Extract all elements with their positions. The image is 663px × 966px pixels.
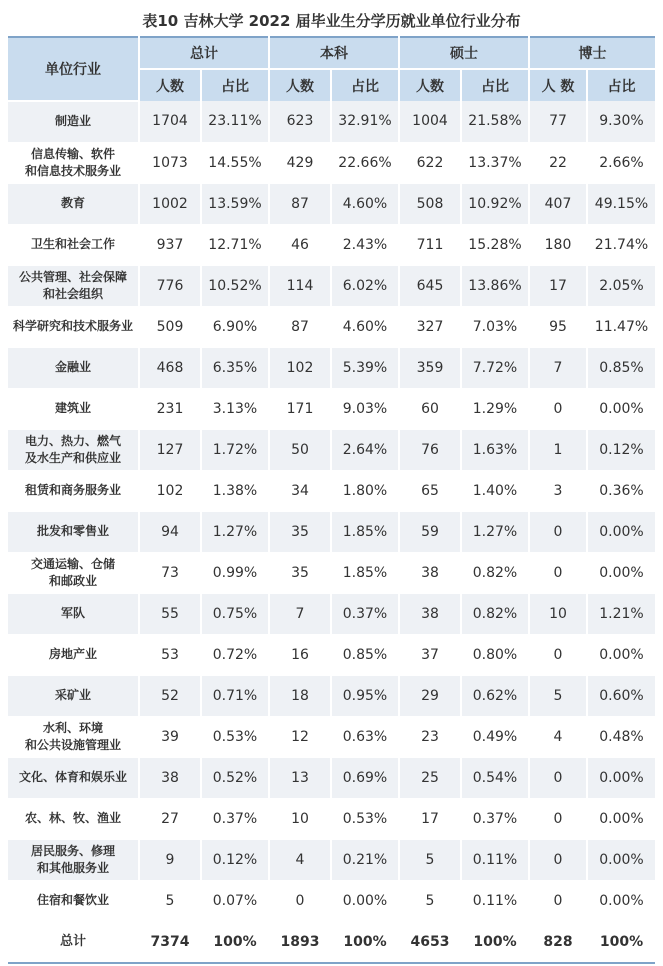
count-cell: 50 bbox=[269, 429, 331, 470]
count-cell: 102 bbox=[139, 470, 201, 511]
ratio-cell: 0.37% bbox=[461, 798, 529, 839]
ratio-cell: 100% bbox=[201, 921, 269, 962]
ratio-cell: 0.80% bbox=[461, 634, 529, 675]
table-row bbox=[8, 716, 655, 757]
table-row bbox=[8, 388, 655, 429]
count-cell: 102 bbox=[269, 347, 331, 388]
ratio-cell: 6.02% bbox=[331, 265, 399, 306]
count-cell: 5 bbox=[399, 839, 461, 880]
industry-name-line: 总计 bbox=[59, 934, 86, 949]
ratio-cell: 13.86% bbox=[461, 265, 529, 306]
count-cell: 52 bbox=[139, 675, 201, 716]
header-group-doctor: 博士 bbox=[529, 37, 655, 69]
table-body bbox=[8, 101, 655, 962]
count-cell: 38 bbox=[139, 757, 201, 798]
industry-name bbox=[8, 675, 139, 716]
count-cell: 16 bbox=[269, 634, 331, 675]
header-sub-ratio: 占比 bbox=[331, 69, 399, 101]
count-cell: 23 bbox=[399, 716, 461, 757]
ratio-cell: 0.85% bbox=[587, 347, 655, 388]
industry-name-line: 房地产业 bbox=[48, 647, 97, 661]
count-cell: 34 bbox=[269, 470, 331, 511]
ratio-cell: 1.85% bbox=[331, 511, 399, 552]
ratio-cell: 0.00% bbox=[587, 798, 655, 839]
ratio-cell: 0.00% bbox=[331, 880, 399, 921]
header-sub-ratio: 占比 bbox=[201, 69, 269, 101]
count-cell: 468 bbox=[139, 347, 201, 388]
count-cell: 171 bbox=[269, 388, 331, 429]
table-row bbox=[8, 798, 655, 839]
count-cell: 622 bbox=[399, 142, 461, 183]
ratio-cell: 1.40% bbox=[461, 470, 529, 511]
industry-name bbox=[8, 716, 139, 757]
count-cell: 55 bbox=[139, 593, 201, 634]
table-row bbox=[8, 511, 655, 552]
ratio-cell: 0.00% bbox=[587, 511, 655, 552]
count-cell: 53 bbox=[139, 634, 201, 675]
ratio-cell: 100% bbox=[331, 921, 399, 962]
table-bottom-rule bbox=[8, 962, 655, 964]
header-sub-count: 人数 bbox=[269, 69, 331, 101]
count-cell: 0 bbox=[529, 552, 587, 593]
industry-name bbox=[8, 388, 139, 429]
count-cell: 35 bbox=[269, 511, 331, 552]
header-group-total: 总计 bbox=[139, 37, 269, 69]
ratio-cell: 1.72% bbox=[201, 429, 269, 470]
ratio-cell: 0.82% bbox=[461, 593, 529, 634]
ratio-cell: 1.85% bbox=[331, 552, 399, 593]
industry-name bbox=[8, 470, 139, 511]
ratio-cell: 0.21% bbox=[331, 839, 399, 880]
ratio-cell: 100% bbox=[587, 921, 655, 962]
count-cell: 180 bbox=[529, 224, 587, 265]
ratio-cell: 0.36% bbox=[587, 470, 655, 511]
count-cell: 76 bbox=[399, 429, 461, 470]
ratio-cell: 14.55% bbox=[201, 142, 269, 183]
header-sub-count: 人数 bbox=[139, 69, 201, 101]
table-row bbox=[8, 593, 655, 634]
count-cell: 87 bbox=[269, 306, 331, 347]
industry-name-line: 金融业 bbox=[54, 360, 91, 374]
count-cell: 776 bbox=[139, 265, 201, 306]
industry-name bbox=[8, 265, 139, 306]
count-cell: 0 bbox=[529, 880, 587, 921]
industry-name-line: 军队 bbox=[60, 606, 85, 620]
count-cell: 7 bbox=[269, 593, 331, 634]
table-row bbox=[8, 101, 655, 142]
ratio-cell: 23.11% bbox=[201, 101, 269, 142]
ratio-cell: 0.37% bbox=[201, 798, 269, 839]
industry-name-line: 信息传输、软件 bbox=[30, 146, 115, 161]
count-cell: 65 bbox=[399, 470, 461, 511]
count-cell: 0 bbox=[529, 798, 587, 839]
ratio-cell: 0.82% bbox=[461, 552, 529, 593]
count-cell: 231 bbox=[139, 388, 201, 429]
count-cell: 5 bbox=[399, 880, 461, 921]
ratio-cell: 6.90% bbox=[201, 306, 269, 347]
industry-name-line: 居民服务、修理 bbox=[30, 843, 115, 858]
count-cell: 114 bbox=[269, 265, 331, 306]
count-cell: 35 bbox=[269, 552, 331, 593]
industry-name-line: 电力、热力、燃气 bbox=[24, 433, 121, 448]
industry-name-line: 教育 bbox=[60, 196, 85, 210]
count-cell: 0 bbox=[529, 634, 587, 675]
count-cell: 0 bbox=[529, 511, 587, 552]
ratio-cell: 10.52% bbox=[201, 265, 269, 306]
header-group-undergrad: 本科 bbox=[269, 37, 399, 69]
count-cell: 7374 bbox=[139, 921, 201, 962]
count-cell: 407 bbox=[529, 183, 587, 224]
industry-name bbox=[8, 798, 139, 839]
industry-name-line: 和社会组织 bbox=[42, 286, 103, 301]
count-cell: 38 bbox=[399, 552, 461, 593]
ratio-cell: 0.60% bbox=[587, 675, 655, 716]
industry-distribution-table bbox=[8, 36, 655, 963]
count-cell: 73 bbox=[139, 552, 201, 593]
count-cell: 508 bbox=[399, 183, 461, 224]
industry-name bbox=[8, 429, 139, 470]
ratio-cell: 0.11% bbox=[461, 839, 529, 880]
ratio-cell: 7.72% bbox=[461, 347, 529, 388]
ratio-cell: 49.15% bbox=[587, 183, 655, 224]
ratio-cell: 4.60% bbox=[331, 183, 399, 224]
ratio-cell: 13.37% bbox=[461, 142, 529, 183]
industry-name-line: 文化、体育和娱乐业 bbox=[18, 770, 127, 784]
count-cell: 0 bbox=[529, 388, 587, 429]
count-cell: 10 bbox=[269, 798, 331, 839]
ratio-cell: 0.12% bbox=[587, 429, 655, 470]
table-row bbox=[8, 634, 655, 675]
industry-name bbox=[8, 142, 139, 183]
industry-name-line: 卫生和社会工作 bbox=[30, 237, 115, 251]
count-cell: 0 bbox=[529, 757, 587, 798]
ratio-cell: 13.59% bbox=[201, 183, 269, 224]
industry-name-line: 和邮政业 bbox=[48, 573, 97, 588]
count-cell: 9 bbox=[139, 839, 201, 880]
ratio-cell: 0.72% bbox=[201, 634, 269, 675]
header-sub-count: 人 数 bbox=[529, 69, 587, 101]
industry-name-line: 及水生产和供应业 bbox=[24, 450, 121, 465]
table-row bbox=[8, 880, 655, 921]
ratio-cell: 1.63% bbox=[461, 429, 529, 470]
ratio-cell: 2.64% bbox=[331, 429, 399, 470]
count-cell: 13 bbox=[269, 757, 331, 798]
count-cell: 60 bbox=[399, 388, 461, 429]
ratio-cell: 0.37% bbox=[331, 593, 399, 634]
ratio-cell: 0.00% bbox=[587, 552, 655, 593]
ratio-cell: 0.11% bbox=[461, 880, 529, 921]
ratio-cell: 4.60% bbox=[331, 306, 399, 347]
table-row bbox=[8, 839, 655, 880]
ratio-cell: 21.74% bbox=[587, 224, 655, 265]
ratio-cell: 0.99% bbox=[201, 552, 269, 593]
industry-name-line: 批发和零售业 bbox=[36, 524, 109, 538]
ratio-cell: 11.47% bbox=[587, 306, 655, 347]
count-cell: 17 bbox=[399, 798, 461, 839]
ratio-cell: 1.29% bbox=[461, 388, 529, 429]
ratio-cell: 0.49% bbox=[461, 716, 529, 757]
industry-name bbox=[8, 921, 139, 962]
count-cell: 37 bbox=[399, 634, 461, 675]
header-sub-ratio: 占比 bbox=[461, 69, 529, 101]
header-sub-count: 人数 bbox=[399, 69, 461, 101]
count-cell: 1002 bbox=[139, 183, 201, 224]
industry-name-line: 和公共设施管理业 bbox=[24, 737, 121, 752]
ratio-cell: 0.95% bbox=[331, 675, 399, 716]
table-row bbox=[8, 470, 655, 511]
ratio-cell: 0.75% bbox=[201, 593, 269, 634]
count-cell: 711 bbox=[399, 224, 461, 265]
industry-name bbox=[8, 224, 139, 265]
count-cell: 77 bbox=[529, 101, 587, 142]
count-cell: 38 bbox=[399, 593, 461, 634]
count-cell: 4653 bbox=[399, 921, 461, 962]
ratio-cell: 0.71% bbox=[201, 675, 269, 716]
ratio-cell: 0.00% bbox=[587, 839, 655, 880]
ratio-cell: 1.21% bbox=[587, 593, 655, 634]
table-row bbox=[8, 306, 655, 347]
industry-name bbox=[8, 593, 139, 634]
count-cell: 87 bbox=[269, 183, 331, 224]
count-cell: 1704 bbox=[139, 101, 201, 142]
header-category: 单位行业 bbox=[8, 37, 139, 101]
ratio-cell: 9.03% bbox=[331, 388, 399, 429]
table-row bbox=[8, 183, 655, 224]
count-cell: 1073 bbox=[139, 142, 201, 183]
count-cell: 95 bbox=[529, 306, 587, 347]
count-cell: 1 bbox=[529, 429, 587, 470]
count-cell: 3 bbox=[529, 470, 587, 511]
count-cell: 59 bbox=[399, 511, 461, 552]
industry-name-line: 采矿业 bbox=[54, 688, 91, 702]
count-cell: 39 bbox=[139, 716, 201, 757]
industry-name-line: 公共管理、社会保障 bbox=[18, 269, 127, 284]
industry-name-line: 科学研究和技术服务业 bbox=[12, 319, 133, 333]
count-cell: 27 bbox=[139, 798, 201, 839]
ratio-cell: 5.39% bbox=[331, 347, 399, 388]
industry-name bbox=[8, 634, 139, 675]
ratio-cell: 0.85% bbox=[331, 634, 399, 675]
count-cell: 429 bbox=[269, 142, 331, 183]
count-cell: 127 bbox=[139, 429, 201, 470]
ratio-cell: 15.28% bbox=[461, 224, 529, 265]
count-cell: 828 bbox=[529, 921, 587, 962]
ratio-cell: 1.27% bbox=[201, 511, 269, 552]
header-sub-ratio: 占比 bbox=[587, 69, 655, 101]
count-cell: 12 bbox=[269, 716, 331, 757]
count-cell: 937 bbox=[139, 224, 201, 265]
ratio-cell: 12.71% bbox=[201, 224, 269, 265]
count-cell: 5 bbox=[529, 675, 587, 716]
ratio-cell: 1.27% bbox=[461, 511, 529, 552]
ratio-cell: 0.54% bbox=[461, 757, 529, 798]
table-row bbox=[8, 142, 655, 183]
industry-name bbox=[8, 839, 139, 880]
industry-name-line: 租赁和商务服务业 bbox=[24, 483, 121, 497]
industry-name-line: 和其他服务业 bbox=[36, 860, 109, 875]
ratio-cell: 1.38% bbox=[201, 470, 269, 511]
ratio-cell: 0.00% bbox=[587, 388, 655, 429]
count-cell: 1893 bbox=[269, 921, 331, 962]
ratio-cell: 32.91% bbox=[331, 101, 399, 142]
industry-name bbox=[8, 552, 139, 593]
count-cell: 327 bbox=[399, 306, 461, 347]
industry-name bbox=[8, 306, 139, 347]
table-row bbox=[8, 429, 655, 470]
count-cell: 7 bbox=[529, 347, 587, 388]
ratio-cell: 0.62% bbox=[461, 675, 529, 716]
count-cell: 18 bbox=[269, 675, 331, 716]
count-cell: 22 bbox=[529, 142, 587, 183]
count-cell: 1004 bbox=[399, 101, 461, 142]
ratio-cell: 21.58% bbox=[461, 101, 529, 142]
ratio-cell: 10.92% bbox=[461, 183, 529, 224]
ratio-cell: 9.30% bbox=[587, 101, 655, 142]
count-cell: 17 bbox=[529, 265, 587, 306]
industry-name bbox=[8, 757, 139, 798]
ratio-cell: 0.00% bbox=[587, 880, 655, 921]
table-row bbox=[8, 347, 655, 388]
industry-name-line: 农、林、牧、渔业 bbox=[24, 811, 121, 825]
table-row bbox=[8, 224, 655, 265]
industry-name-line: 和信息技术服务业 bbox=[24, 163, 121, 178]
industry-name-line: 交通运输、仓储 bbox=[30, 556, 115, 571]
ratio-cell: 2.43% bbox=[331, 224, 399, 265]
ratio-cell: 22.66% bbox=[331, 142, 399, 183]
ratio-cell: 0.53% bbox=[201, 716, 269, 757]
count-cell: 0 bbox=[529, 839, 587, 880]
total-row bbox=[8, 921, 655, 962]
ratio-cell: 0.07% bbox=[201, 880, 269, 921]
count-cell: 645 bbox=[399, 265, 461, 306]
count-cell: 10 bbox=[529, 593, 587, 634]
count-cell: 25 bbox=[399, 757, 461, 798]
ratio-cell: 0.63% bbox=[331, 716, 399, 757]
ratio-cell: 0.69% bbox=[331, 757, 399, 798]
industry-name bbox=[8, 347, 139, 388]
table-title: 表10 吉林大学 2022 届毕业生分学历就业单位行业分布 bbox=[142, 12, 521, 30]
ratio-cell: 0.00% bbox=[587, 634, 655, 675]
industry-name bbox=[8, 880, 139, 921]
count-cell: 4 bbox=[269, 839, 331, 880]
ratio-cell: 0.48% bbox=[587, 716, 655, 757]
count-cell: 0 bbox=[269, 880, 331, 921]
ratio-cell: 100% bbox=[461, 921, 529, 962]
industry-name-line: 建筑业 bbox=[54, 401, 91, 415]
industry-name bbox=[8, 101, 139, 142]
industry-name-line: 水利、环境 bbox=[42, 720, 103, 735]
count-cell: 509 bbox=[139, 306, 201, 347]
industry-name bbox=[8, 511, 139, 552]
ratio-cell: 3.13% bbox=[201, 388, 269, 429]
ratio-cell: 0.52% bbox=[201, 757, 269, 798]
ratio-cell: 1.80% bbox=[331, 470, 399, 511]
table-row bbox=[8, 265, 655, 306]
ratio-cell: 0.00% bbox=[587, 757, 655, 798]
count-cell: 359 bbox=[399, 347, 461, 388]
table-row bbox=[8, 675, 655, 716]
ratio-cell: 2.05% bbox=[587, 265, 655, 306]
ratio-cell: 7.03% bbox=[461, 306, 529, 347]
count-cell: 5 bbox=[139, 880, 201, 921]
ratio-cell: 6.35% bbox=[201, 347, 269, 388]
count-cell: 4 bbox=[529, 716, 587, 757]
count-cell: 46 bbox=[269, 224, 331, 265]
header-group-master: 硕士 bbox=[399, 37, 529, 69]
table-row bbox=[8, 552, 655, 593]
count-cell: 94 bbox=[139, 511, 201, 552]
count-cell: 29 bbox=[399, 675, 461, 716]
count-cell: 623 bbox=[269, 101, 331, 142]
ratio-cell: 0.53% bbox=[331, 798, 399, 839]
industry-name-line: 制造业 bbox=[54, 114, 91, 129]
ratio-cell: 0.12% bbox=[201, 839, 269, 880]
table-row bbox=[8, 757, 655, 798]
ratio-cell: 2.66% bbox=[587, 142, 655, 183]
industry-name bbox=[8, 183, 139, 224]
industry-name-line: 住宿和餐饮业 bbox=[36, 893, 109, 907]
